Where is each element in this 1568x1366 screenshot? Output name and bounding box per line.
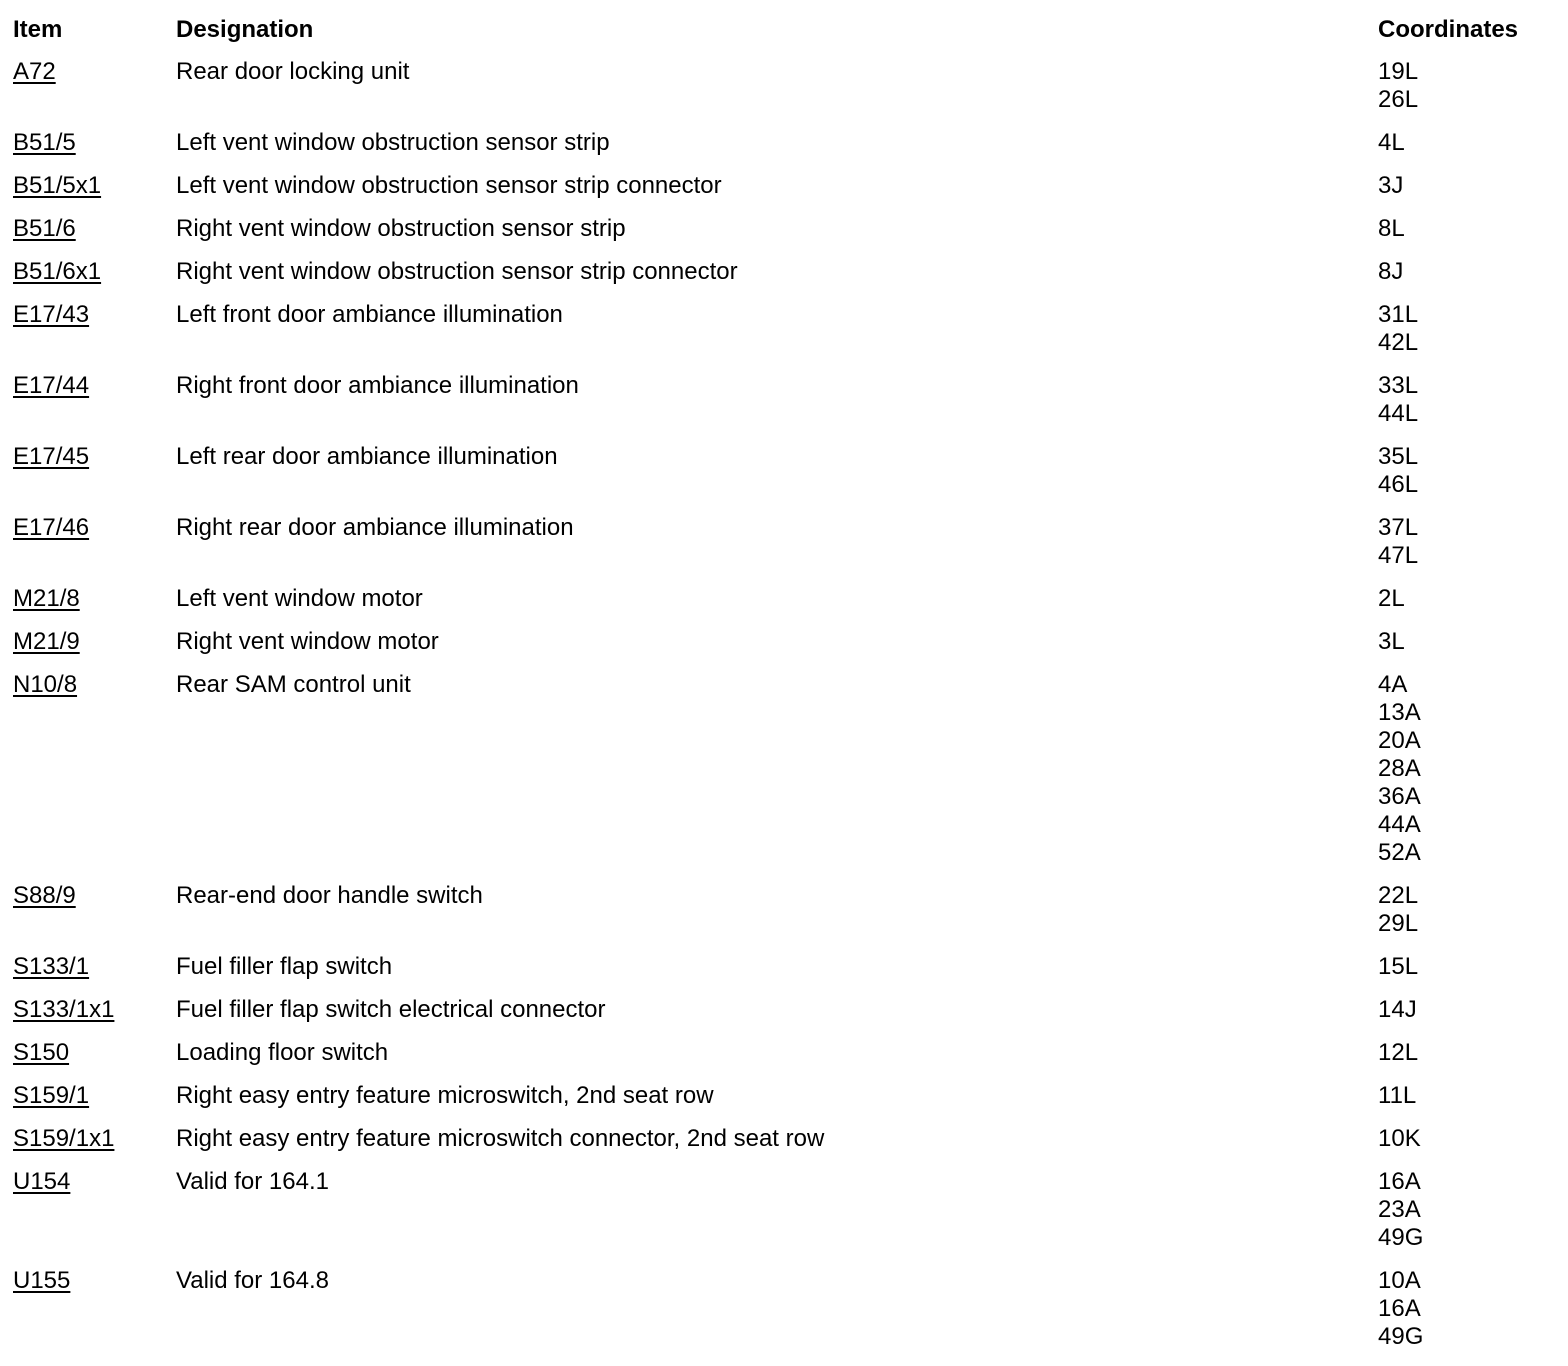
designation-text: Right vent window obstruction sensor strip connector (176, 258, 738, 285)
designation-text: Right front door ambiance illumination (176, 372, 579, 399)
coordinate-value: 26L (1378, 86, 1419, 113)
coordinates-cell (1378, 882, 1418, 938)
item-link[interactable]: M21/8 (13, 585, 80, 612)
table-row (0, 585, 1568, 628)
coordinate-value: 37L (1378, 514, 1419, 541)
coordinate-value: 42L (1378, 329, 1419, 356)
item-link[interactable]: S88/9 (13, 882, 76, 909)
coordinate-value: 44A (1378, 811, 1421, 838)
coordinates-cell (1378, 996, 1417, 1024)
coordinates-cell (1378, 129, 1405, 157)
designation-text: Right vent window motor (176, 628, 439, 655)
coordinate-value: 35L (1378, 443, 1419, 470)
table-row (0, 1267, 1568, 1366)
coordinate-value: 2L (1378, 585, 1405, 612)
item-link[interactable]: S159/1 (13, 1082, 90, 1109)
designation-text: Rear door locking unit (176, 58, 410, 85)
designation-text: Fuel filler flap switch (176, 953, 393, 980)
designation-text: Valid for 164.1 (176, 1168, 329, 1195)
table-row (0, 215, 1568, 258)
table-row (0, 258, 1568, 301)
coordinate-value: 10A (1378, 1267, 1421, 1294)
item-link[interactable]: B51/6x1 (13, 258, 102, 285)
table-row (0, 996, 1568, 1039)
designation-text: Left front door ambiance illumination (176, 301, 563, 328)
coordinates-cell (1378, 1168, 1423, 1252)
item-link[interactable]: S133/1x1 (13, 996, 115, 1023)
header-coordinates: Coordinates (1378, 16, 1519, 43)
table-row (0, 1125, 1568, 1168)
coordinate-value: 10K (1378, 1125, 1421, 1152)
table-row (0, 1082, 1568, 1125)
designation-text: Right easy entry feature microswitch connector, 2nd seat row (176, 1125, 825, 1152)
coordinate-value: 36A (1378, 783, 1421, 810)
item-link[interactable]: B51/5x1 (13, 172, 102, 199)
coordinate-value: 4A (1378, 671, 1408, 698)
coordinate-value: 16A (1378, 1168, 1421, 1195)
coordinates-cell (1378, 1039, 1418, 1067)
coordinate-value: 3L (1378, 628, 1405, 655)
coordinate-value: 8L (1378, 215, 1405, 242)
coordinates-cell (1378, 514, 1418, 570)
coordinates-cell (1378, 443, 1418, 499)
coordinate-value: 4L (1378, 129, 1405, 156)
item-link[interactable]: N10/8 (13, 671, 78, 698)
header-item: Item (13, 16, 63, 43)
coordinate-value: 20A (1378, 727, 1421, 754)
item-link[interactable]: M21/9 (13, 628, 80, 655)
designation-text: Rear SAM control unit (176, 671, 411, 698)
coordinates-cell (1378, 372, 1418, 428)
designation-text: Left vent window motor (176, 585, 423, 612)
coordinates-cell (1378, 1125, 1421, 1153)
coordinate-value: 8J (1378, 258, 1404, 285)
table-row (0, 671, 1568, 882)
coordinate-value: 28A (1378, 755, 1421, 782)
item-link[interactable]: B51/6 (13, 215, 76, 242)
coordinate-value: 16A (1378, 1295, 1421, 1322)
coordinate-value: 11L (1378, 1082, 1417, 1109)
item-link[interactable]: E17/45 (13, 443, 90, 470)
item-link[interactable]: S133/1 (13, 953, 90, 980)
item-link[interactable]: E17/43 (13, 301, 90, 328)
table-row (0, 882, 1568, 953)
table-row (0, 443, 1568, 514)
coordinate-value: 15L (1378, 953, 1419, 980)
coordinates-cell (1378, 172, 1403, 200)
coordinates-cell (1378, 671, 1421, 867)
item-link[interactable]: E17/46 (13, 514, 90, 541)
coordinate-value: 22L (1378, 882, 1419, 909)
item-link[interactable]: S150 (13, 1039, 70, 1066)
coordinate-value: 49G (1378, 1224, 1424, 1251)
coordinate-value: 14J (1378, 996, 1417, 1023)
coordinate-value: 52A (1378, 839, 1421, 866)
table-header (0, 16, 1568, 44)
designation-text: Left vent window obstruction sensor strip connector (176, 172, 722, 199)
coordinate-value: 29L (1378, 910, 1419, 937)
designation-text: Loading floor switch (176, 1039, 389, 1066)
coordinate-value: 33L (1378, 372, 1419, 399)
coordinates-cell (1378, 628, 1405, 656)
coordinate-value: 46L (1378, 471, 1419, 498)
item-link[interactable]: E17/44 (13, 372, 90, 399)
coordinates-cell (1378, 301, 1418, 357)
coordinates-cell (1378, 585, 1405, 613)
table-row (0, 628, 1568, 671)
header-designation: Designation (176, 16, 314, 43)
designation-text: Rear-end door handle switch (176, 882, 483, 909)
coordinate-value: 44L (1378, 400, 1419, 427)
item-link[interactable]: B51/5 (13, 129, 76, 156)
coordinate-value: 13A (1378, 699, 1421, 726)
coordinates-cell (1378, 1082, 1416, 1110)
table-row (0, 1168, 1568, 1267)
coordinate-value: 3J (1378, 172, 1404, 199)
designation-text: Right easy entry feature microswitch, 2nd seat row (176, 1082, 714, 1109)
item-link[interactable]: A72 (13, 58, 56, 85)
designation-text: Right rear door ambiance illumination (176, 514, 574, 541)
coordinates-cell (1378, 258, 1403, 286)
table-row (0, 58, 1568, 129)
table-row (0, 1039, 1568, 1082)
designation-text: Fuel filler flap switch electrical connector (176, 996, 606, 1023)
coordinate-value: 49G (1378, 1323, 1424, 1350)
table-row (0, 953, 1568, 996)
coordinates-cell (1378, 215, 1405, 243)
coordinates-cell (1378, 953, 1418, 981)
designation-text: Right vent window obstruction sensor strip (176, 215, 626, 242)
table-row (0, 129, 1568, 172)
coordinate-value: 47L (1378, 542, 1419, 569)
designation-text: Left rear door ambiance illumination (176, 443, 558, 470)
table-row (0, 172, 1568, 215)
designation-text: Valid for 164.8 (176, 1267, 329, 1294)
table-row (0, 301, 1568, 372)
table-row (0, 372, 1568, 443)
coordinate-value: 23A (1378, 1196, 1421, 1223)
item-link[interactable]: U155 (13, 1267, 71, 1294)
item-link[interactable]: U154 (13, 1168, 71, 1195)
coordinate-value: 19L (1378, 58, 1419, 85)
component-table (0, 58, 1568, 1366)
coordinates-cell (1378, 1267, 1423, 1351)
item-link[interactable]: S159/1x1 (13, 1125, 115, 1152)
coordinate-value: 12L (1378, 1039, 1419, 1066)
coordinates-cell (1378, 58, 1418, 114)
coordinate-value: 31L (1378, 301, 1419, 328)
designation-text: Left vent window obstruction sensor strip (176, 129, 610, 156)
table-row (0, 514, 1568, 585)
